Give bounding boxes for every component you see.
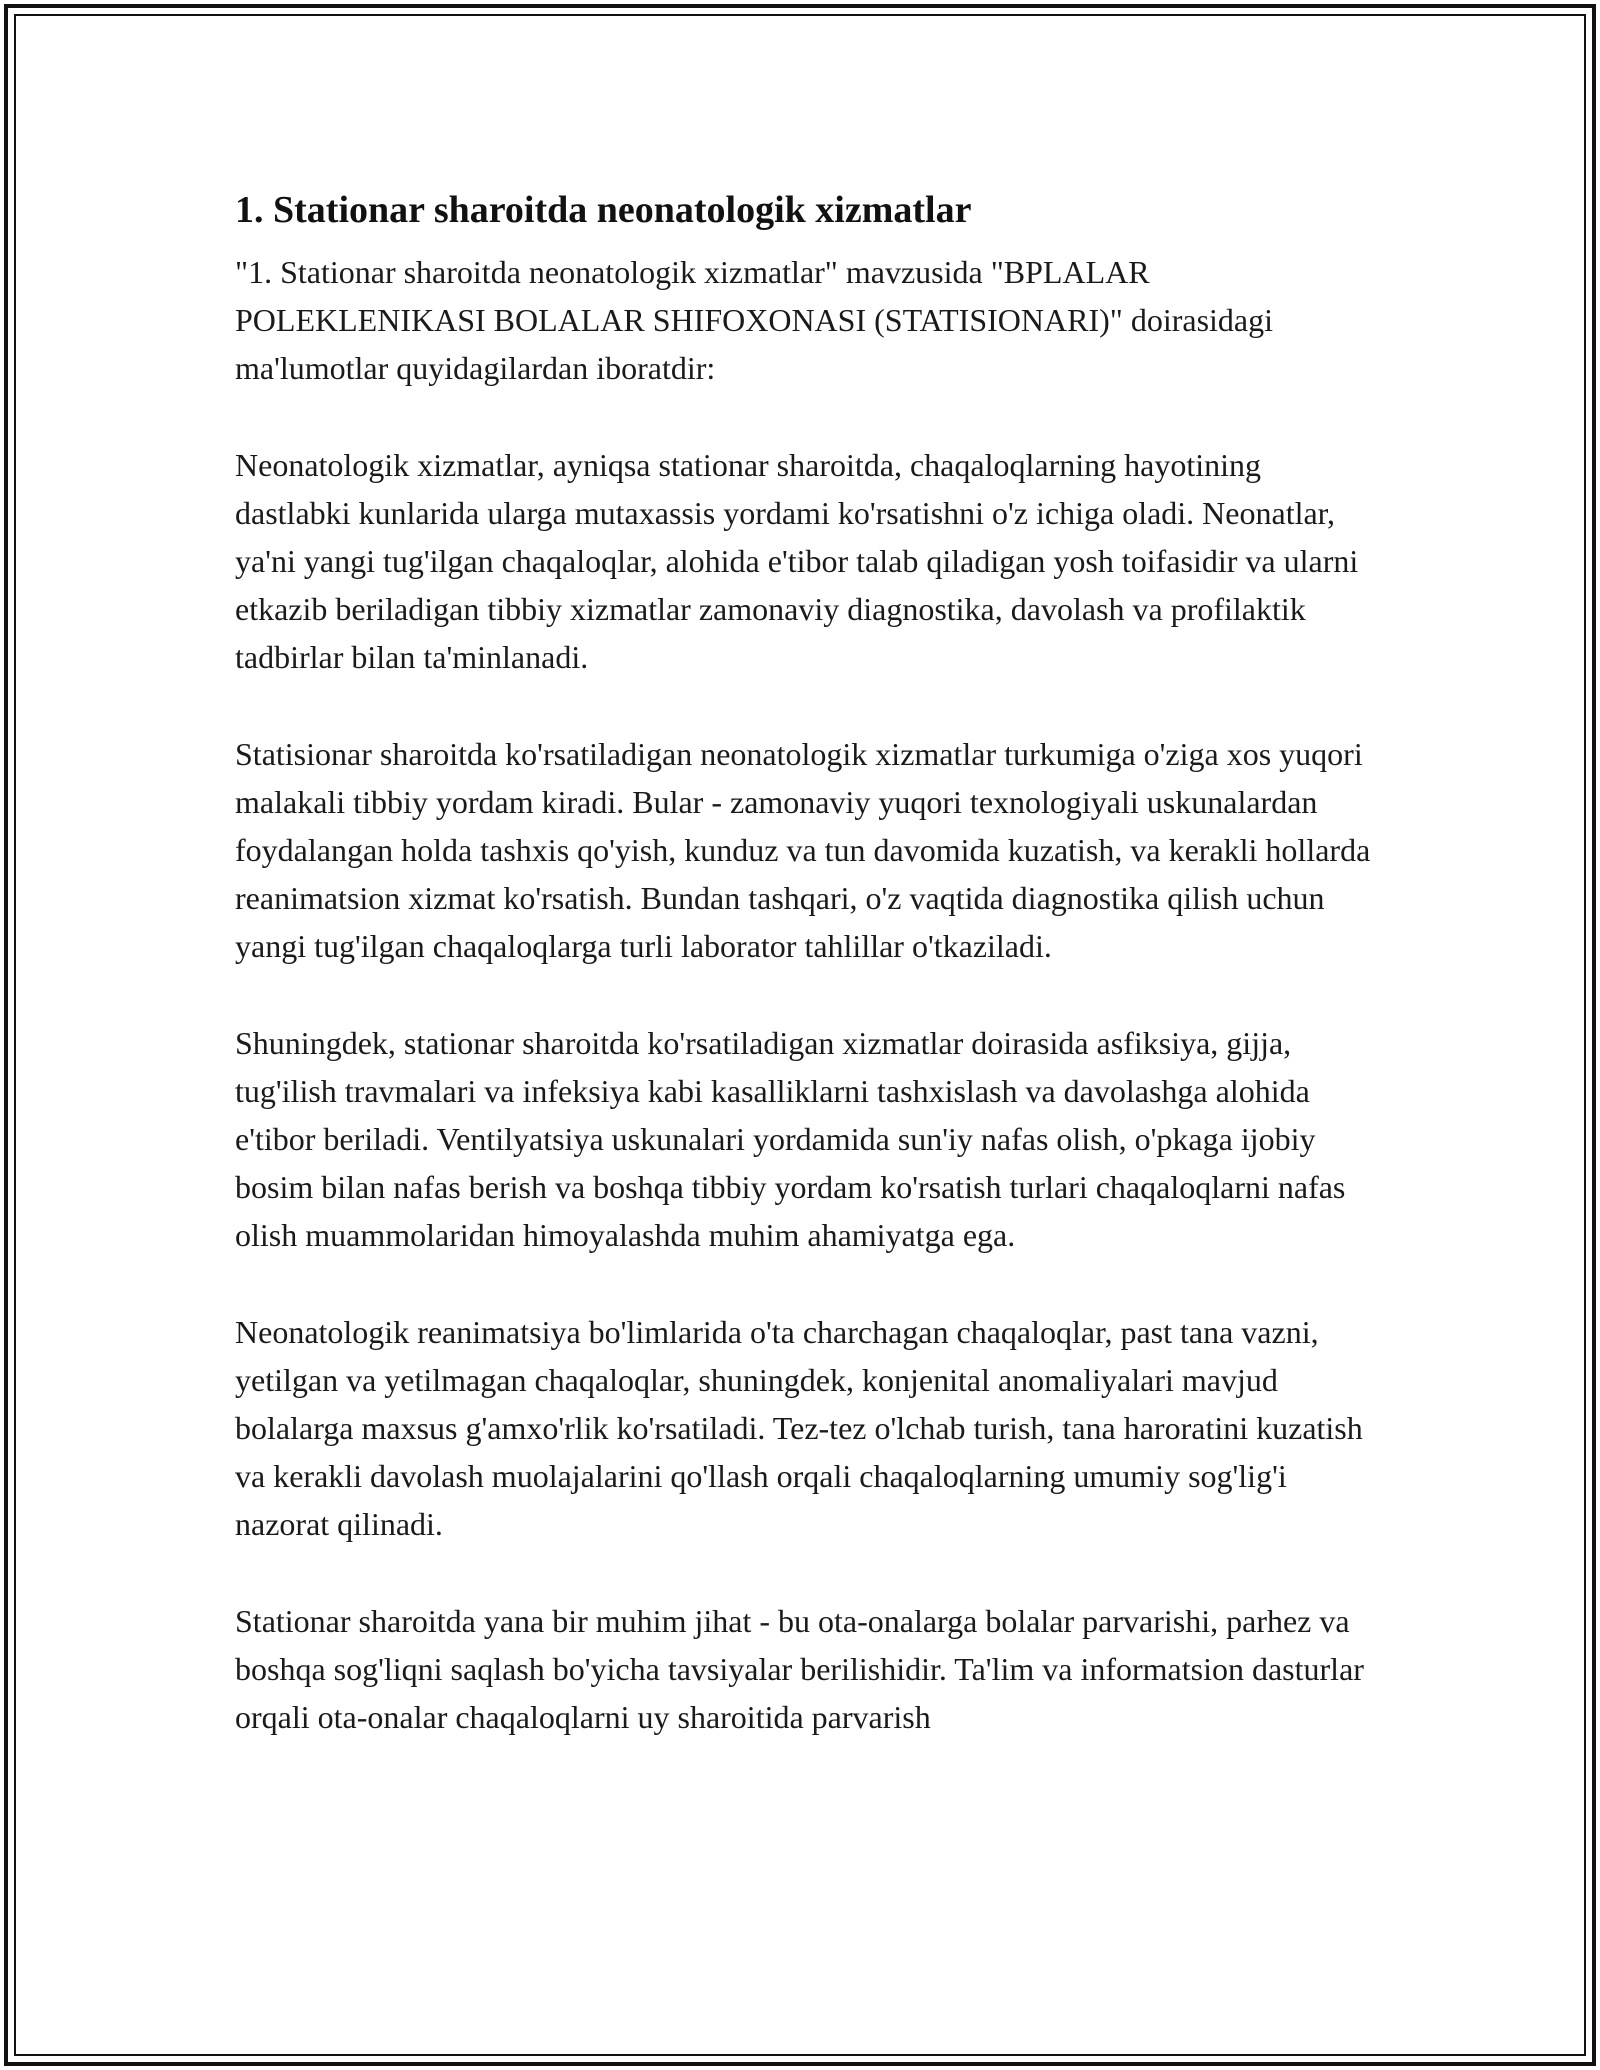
document-heading: 1. Stationar sharoitda neonatologik xizmatlar — [235, 189, 972, 231]
paragraph-stationary-care: Statisionar sharoitda ko'rsatiladigan neonatologik xizmatlar turkumiga o'ziga xos yuqori malakali tibbiy yordam kiradi. Bular - zamonaviy yuqori texnologiyali uskunalardan foydalangan holda tashxis qo'yish, kunduz va tun davomida kuzatish, va kerakli hollarda reanimatsion xizmat ko'rsatish. Bundan tashqari, o'z vaqtida diagnostika qilish uchun yangi tug'ilgan chaqaloqlarga turli laborator tahlillar o'tkaziladi. — [235, 735, 1371, 965]
document-body — [235, 186, 1375, 1789]
paragraph-diagnosis-treatment: Shuningdek, stationar sharoitda ko'rsatiladigan xizmatlar doirasida asfiksiya, gijja, tug'ilish travmalari va infeksiya kabi kasalliklarni tashxislash va davolashga alohida e'tibor beriladi. Ventilyatsiya uskunalari yordamida sun'iy nafas olish, o'pkaga ijobiy bosim bilan nafas berish va boshqa tibbiy yordam ko'rsatish turlari chaqaloqlarni nafas olish muammolaridan himoyalashda muhim ahamiyatga ega. — [235, 1024, 1346, 1254]
paragraph-reanimation: Neonatologik reanimatsiya bo'limlarida o'ta charchagan chaqaloqlar, past tana vazni, yetilgan va yetilmagan chaqaloqlar, shuningdek, konjenital anomaliyalari mavjud bolalarga maxsus g'amxo'rlik ko'rsatiladi. Tez-tez o'lchab turish, tana haroratini kuzatish va kerakli davolash muolajalarini qo'llash orqali chaqaloqlarning umumiy sog'lig'i nazorat qilinadi. — [235, 1313, 1363, 1543]
paragraph-neonatal-services: Neonatologik xizmatlar, ayniqsa stationar sharoitda, chaqaloqlarning hayotining dastlabki kunlarida ularga mutaxassis yordami ko'rsatishni o'z ichiga oladi. Neonatlar, ya'ni yangi tug'ilgan chaqaloqlar, alohida e'tibor talab qiladigan yosh toifasidir va ularni etkazib beriladigan tibbiy xizmatlar zamonaviy diagnostika, davolash va profilaktik tadbirlar bilan ta'minlanadi. — [235, 446, 1359, 676]
paragraph-parent-guidance: Stationar sharoitda yana bir muhim jihat - bu ota-onalarga bolalar parvarishi, parhez va boshqa sog'liqni saqlash bo'yicha tavsiyalar berilishidir. Ta'lim va informatsion dasturlar orqali ota-onalar chaqaloqlarni uy sharoitida parvarish — [235, 1602, 1364, 1736]
paragraph-intro: "1. Stationar sharoitda neonatologik xizmatlar" mavzusida "BPLALAR POLEKLENIKASI BOLALAR SHIFOXONASI (STATISIONARI)" doirasidagi ma'lumotlar quyidagilardan iboratdir: — [235, 254, 1273, 387]
